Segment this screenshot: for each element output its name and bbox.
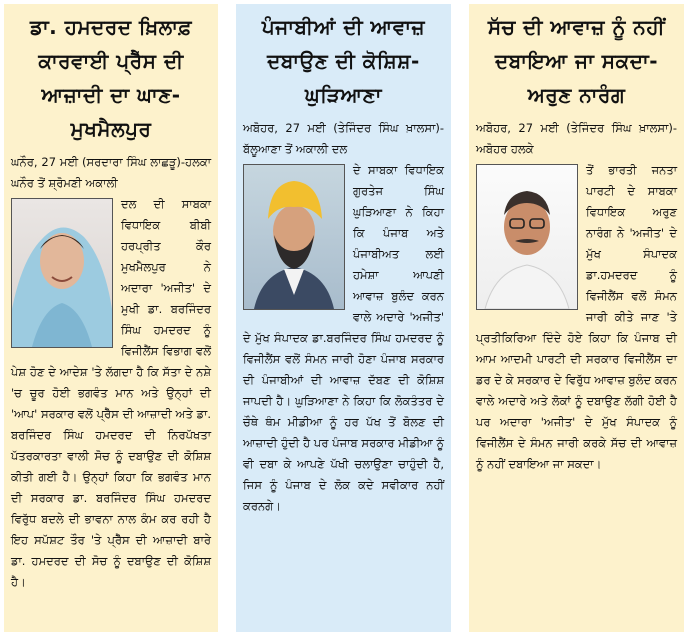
article-column-3 [469,4,684,632]
article-text-1 [11,152,211,593]
headline-3: ਸੱਚ ਦੀ ਆਵਾਜ਼ ਨੂੰ ਨਹੀਂ ਦਬਾਇਆ ਜਾ ਸਕਦਾ-ਅਰੁਣ ਨਾਰੰਗ [487,15,666,107]
headline-1: ਡਾ. ਹਮਦਰਦ ਖ਼ਿਲਾਫ਼ ਕਾਰਵਾਈ ਪ੍ਰੈੱਸ ਦੀ ਆਜ਼ਾਦੀ ਦਾ ਘਾਣ-ਮੁਖਮੈਲਪੁਰ [29,15,193,141]
article-column-1 [4,4,218,632]
dateline-3: ਅਬੋਹਰ, 27 ਮਈ (ਤੇਜਿੰਦਰ ਸਿੰਘ ਖ਼ਾਲਸਾ)-ਅਬੋਹਰ ਹਲਕੇ [476,121,677,156]
body-2: ਦੇ ਸਾਬਕਾ ਵਿਧਾਇਕ ਗੁਰਤੇਜ ਸਿੰਘ ਘੁੜਿਆਣਾ ਨੇ ਕਿਹਾ ਕਿ ਪੰਜਾਬ ਅਤੇ ਪੰਜਾਬੀਅਤ ਲਈ ਹਮੇਸ਼ਾ ਆਪਣੀ ਆਵਾਜ਼ ਬੁਲੰਦ ਕਰਨ ਵਾਲੇ ਅਦਾਰੇ 'ਅਜੀਤ' ਦੇ ਮੁੱਖ ਸੰਪਾਦਕ ਡਾ.ਬਰਜਿੰਦਰ ਸਿੰਘ ਹਮਦਰਦ ਨੂੰ ਵਿਜੀਲੈਂਸ ਵਲੋਂ ਸੰਮਨ ਜਾਰੀ ਹੋਣਾ ਪੰਜਾਬ ਸਰਕਾਰ ਦੀ ਪੰਜਾਬੀਆਂ ਦੀ ਆਵਾਜ਼ ਦੱਬਣ ਦੀ ਕੋਸ਼ਿਸ਼ ਜਾਪਦੀ ਹੈ। ਘੁੜਿਆਣਾ ਨੇ ਕਿਹਾ ਕਿ ਲੋਕਤੰਤਰ ਦੇ ਚੌਥੇ ਥੰਮ ਮੀਡੀਆ ਨੂੰ ਹਰ ਪੱਖ ਤੋਂ ਬੋਲਣ ਦੀ ਆਜ਼ਾਦੀ ਹੁੰਦੀ ਹੈ ਪਰ ਪੰਜਾਬ ਸਰਕਾਰ ਮੀਡੀਆ ਨੂੰ ਵੀ ਦਬਾ ਕੇ ਆਪਣੇ ਪੱਖੀ ਚਲਾਉਣਾ ਚਾਹੁੰਦੀ ਹੈ, ਜਿਸ ਨੂੰ ਪੰਜਾਬ ਦੇ ਲੋਕ ਕਦੇ ਸਵੀਕਾਰ ਨਹੀਂ ਕਰਨਗੇ। [243,163,444,513]
man-portrait-icon [477,165,577,309]
body-3: ਤੋਂ ਭਾਰਤੀ ਜਨਤਾ ਪਾਰਟੀ ਦੇ ਸਾਬਕਾ ਵਿਧਾਇਕ ਅਰੁਣ ਨਾਰੰਗ ਨੇ 'ਅਜੀਤ' ਦੇ ਮੁੱਖ ਸੰਪਾਦਕ ਡਾ.ਹਮਦਰਦ ਨੂੰ ਵਿਜੀਲੈਂਸ ਵਲੋਂ ਸੰਮਨ ਜਾਰੀ ਕੀਤੇ ਜਾਣ 'ਤੇ ਪ੍ਰਤੀਕਿਰਿਆ ਦਿੰਦੇ ਹੋਏ ਕਿਹਾ ਕਿ ਪੰਜਾਬ ਦੀ ਆਮ ਆਦਮੀ ਪਾਰਟੀ ਦੀ ਸਰਕਾਰ ਵਿਜੀਲੈਂਸ ਦਾ ਡਰ ਦੇ ਕੇ ਸਰਕਾਰ ਦੇ ਵਿਰੁੱਧ ਆਵਾਜ਼ ਬੁਲੰਦ ਕਰਨ ਵਾਲੇ ਅਦਾਰੇ ਅਤੇ ਲੋਕਾਂ ਨੂੰ ਦਬਾਉਣ ਲੱਗੀ ਹੋਈ ਹੈ ਪਰ ਅਦਾਰਾ 'ਅਜੀਤ' ਦੇ ਮੁੱਖ ਸੰਪਾਦਕ ਨੂੰ ਵਿਜੀਲੈਂਸ ਦੇ ਸੰਮਨ ਜਾਰੀ ਕਰਕੇ ਸੱਚ ਦੀ ਆਵਾਜ਼ ਨੂੰ ਨਹੀਂ ਦਬਾਇਆ ਜਾ ਸਕਦਾ। [476,163,677,471]
portrait-photo-3 [476,164,578,310]
man-turban-portrait-icon [244,165,344,309]
dateline-2: ਅਬੋਹਰ, 27 ਮਈ (ਤੇਜਿੰਦਰ ਸਿੰਘ ਖ਼ਾਲਸਾ)-ਬੱਲੂਆਣਾ ਤੋਂ ਅਕਾਲੀ ਦਲ [243,121,444,156]
headline-2: ਪੰਜਾਬੀਆਂ ਦੀ ਆਵਾਜ਼ ਦਬਾਉਣ ਦੀ ਕੋਸ਼ਿਸ਼-ਘੁੜਿਆਣਾ [261,15,426,107]
woman-portrait-icon [12,199,112,347]
article-text-3 [476,118,677,475]
portrait-photo-2 [243,164,345,310]
portrait-photo-1 [11,198,113,348]
dateline-1: ਘਨੌਰ, 27 ਮਈ (ਸਰਦਾਰਾ ਸਿੰਘ ਲਾਛੜੂ)-ਹਲਕਾ ਘਨੌਰ ਤੋਂ ਸ਼੍ਰੋਮਣੀ ਅਕਾਲੀ [11,155,211,190]
article-text-2 [243,118,444,517]
article-column-2 [236,4,451,632]
body-1: ਦਲ ਦੀ ਸਾਬਕਾ ਵਿਧਾਇਕ ਬੀਬੀ ਹਰਪ੍ਰੀਤ ਕੌਰ ਮੁਖਮੈਲਪੁਰ ਨੇ ਅਦਾਰਾ 'ਅਜੀਤ' ਦੇ ਮੁਖੀ ਡਾ. ਬਰਜਿੰਦਰ ਸਿੰਘ ਹਮਦਰਦ ਨੂੰ ਵਿਜੀਲੈਂਸ ਵਿਭਾਗ ਵਲੋਂ ਪੇਸ਼ ਹੋਣ ਦੇ ਆਦੇਸ਼ 'ਤੇ ਲੱਗਦਾ ਹੈ ਕਿ ਸੱਤਾ ਦੇ ਨਸ਼ੇ 'ਚ ਚੂਰ ਹੋਈ ਭਗਵੰਤ ਮਾਨ ਅਤੇ ਉਨ੍ਹਾਂ ਦੀ 'ਆਪ' ਸਰਕਾਰ ਵਲੋਂ ਪ੍ਰੈੱਸ ਦੀ ਆਜ਼ਾਦੀ ਅਤੇ ਡਾ. ਬਰਜਿੰਦਰ ਸਿੰਘ ਹਮਦਰਦ ਦੀ ਨਿਰਪੱਖਤਾ ਪੱਤਰਕਾਰਤਾ ਵਾਲੀ ਸੋਚ ਨੂੰ ਦਬਾਉਣ ਦੀ ਕੋਸ਼ਿਸ਼ ਕੀਤੀ ਗਈ ਹੈ। ਉਨ੍ਹਾਂ ਕਿਹਾ ਕਿ ਭਗਵੰਤ ਮਾਨ ਦੀ ਸਰਕਾਰ ਡਾ. ਬਰਜਿੰਦਰ ਸਿੰਘ ਹਮਦਰਦ ਵਿਰੁੱਧ ਬਦਲੇ ਦੀ ਭਾਵਨਾ ਨਾਲ ਕੰਮ ਕਰ ਰਹੀ ਹੈ ਇਹ ਸਪੱਸ਼ਟ ਤੌਰ 'ਤੇ ਪ੍ਰੈੱਸ ਦੀ ਆਜ਼ਾਦੀ ਬਾਰੇ ਡਾ. ਹਮਦਰਦ ਦੀ ਸੋਚ ਨੂੰ ਦਬਾਉਣ ਦੀ ਕੋਸ਼ਿਸ਼ ਹੈ। [11,197,211,589]
